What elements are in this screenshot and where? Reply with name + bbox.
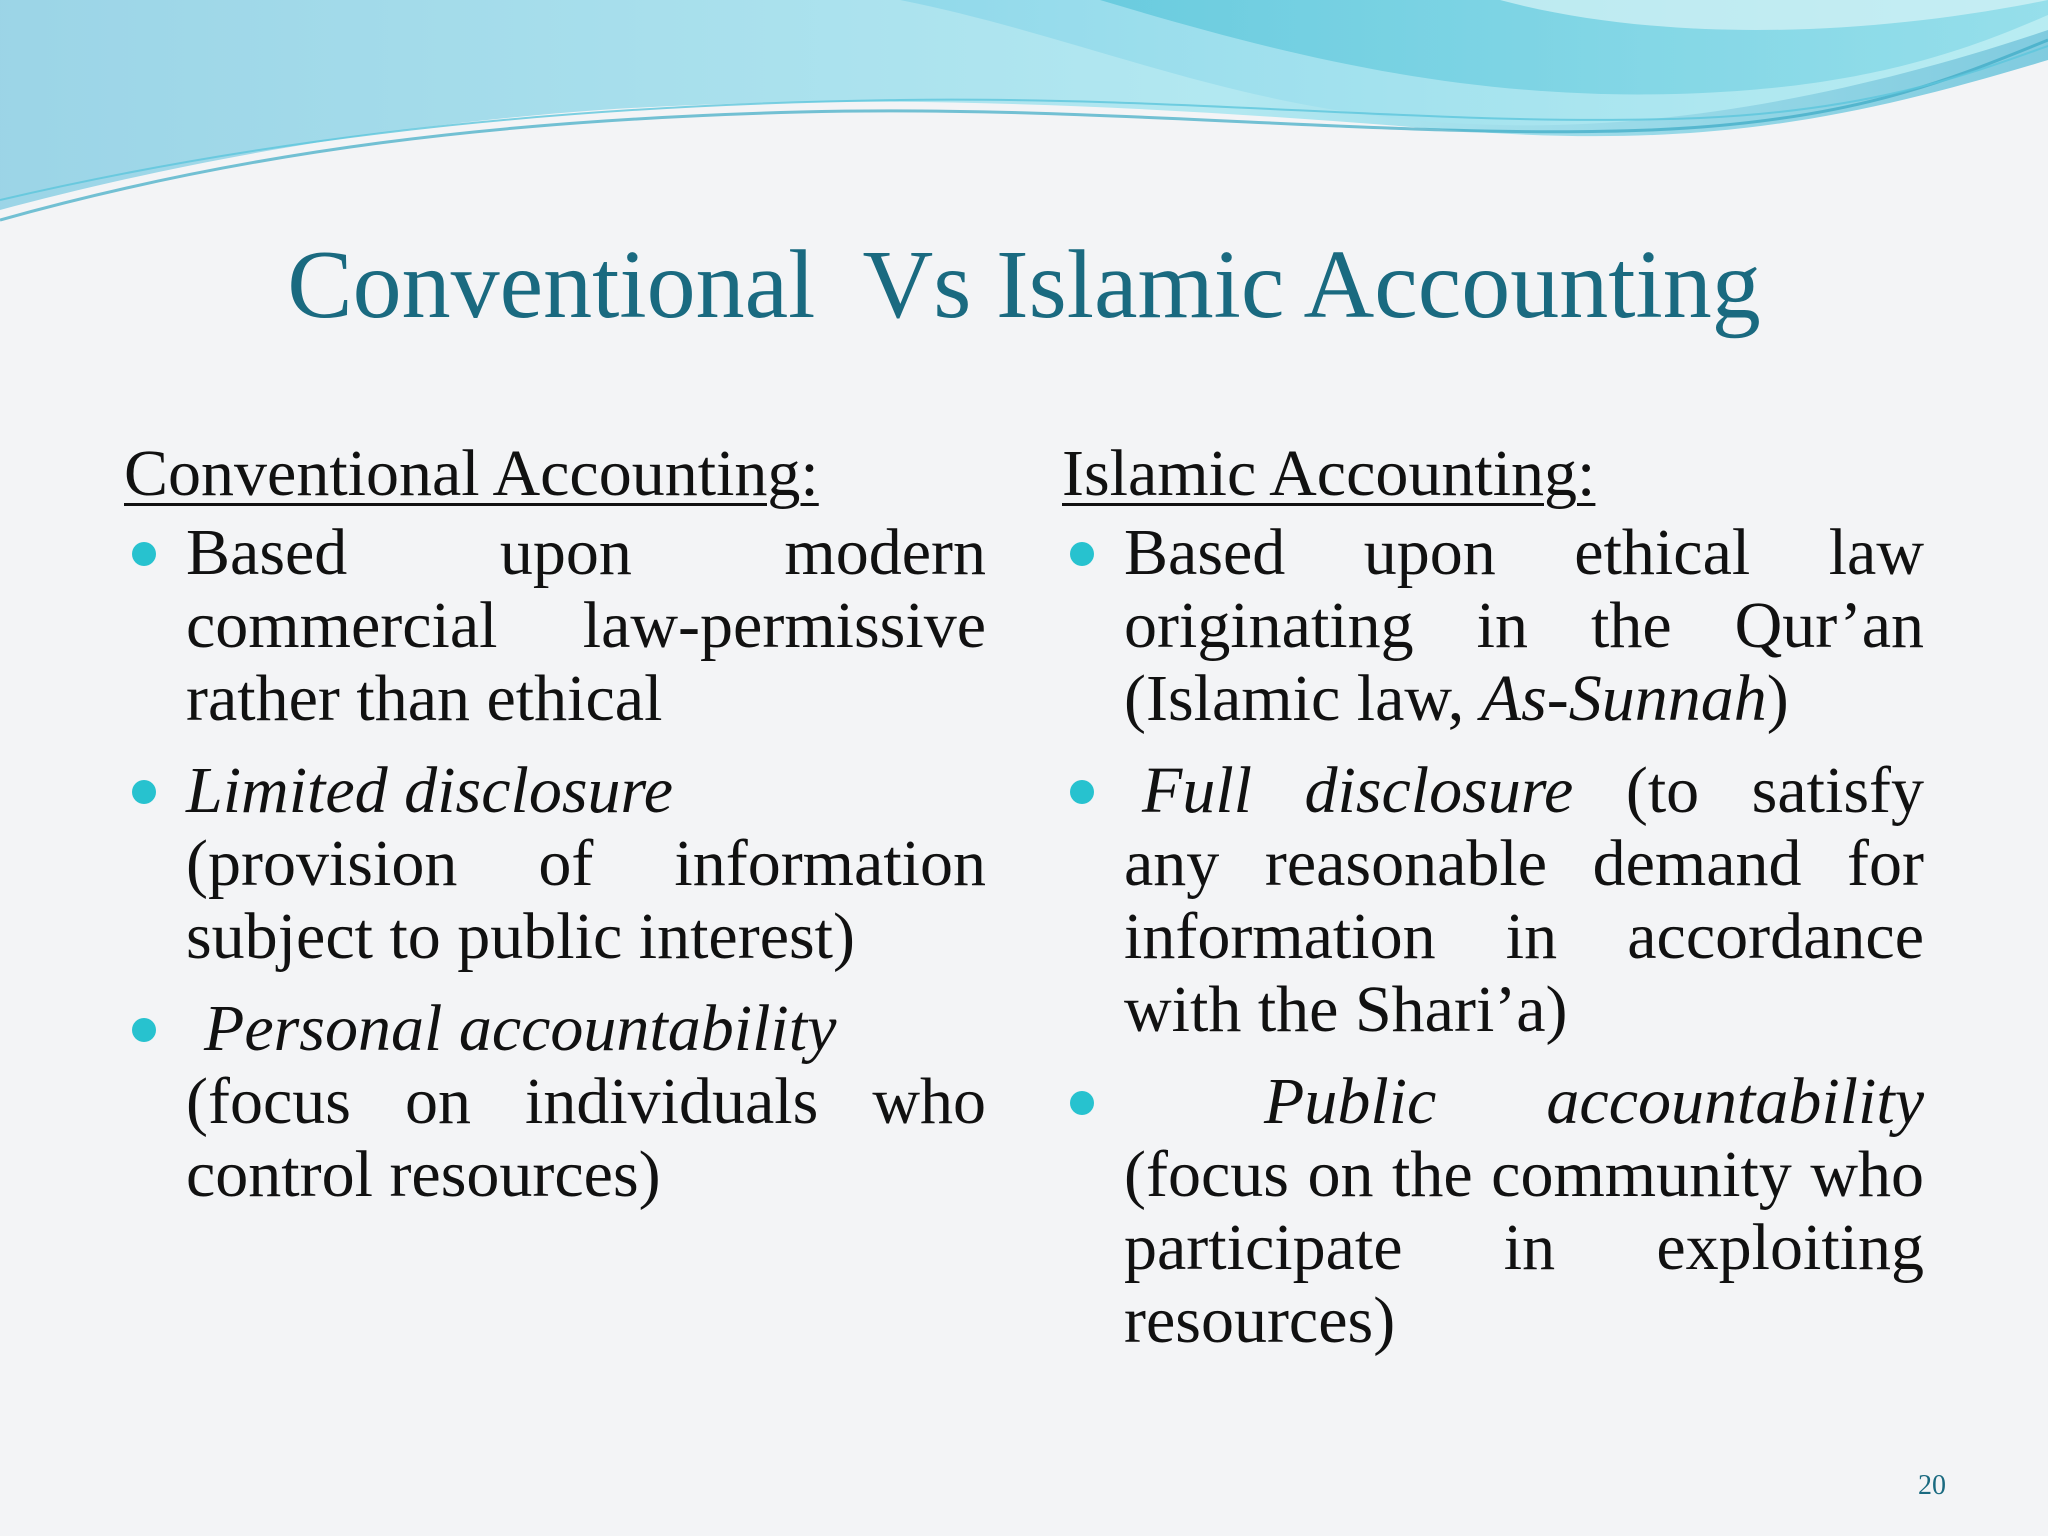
bullet-icon: [132, 542, 156, 566]
slide-title: Conventional Vs Islamic Accounting: [287, 231, 1761, 339]
conventional-bullet-2: [124, 754, 986, 973]
islamic-bullet-list: [1062, 516, 1924, 1357]
bullet-emphasis: Full disclosure: [1142, 754, 1574, 827]
bullet-emphasis: Limited disclosure: [186, 754, 674, 827]
islamic-bullet-3: [1062, 1065, 1924, 1357]
bullet-text: (focus on the community who participate in exploiting resources): [1124, 1138, 1924, 1357]
bullet-icon: [132, 1018, 156, 1042]
islamic-heading: Islamic Accounting:: [1062, 437, 1596, 510]
bullet-text: (to satisfy any reasonable demand for information in accordance with the Shari’a): [1124, 754, 1924, 1046]
bullet-emphasis: As-Sunnah: [1480, 662, 1767, 735]
conventional-column: [124, 436, 986, 1230]
bullet-text-end: ): [1766, 662, 1789, 735]
bullet-text: Based upon modern commercial law-permissive rather than ethical: [186, 516, 986, 735]
bullet-icon: [132, 780, 156, 804]
bullet-text: (provision of information subject to public interest): [186, 827, 986, 973]
decorative-wave-header: [0, 0, 2048, 240]
islamic-bullet-2: [1062, 754, 1924, 1046]
bullet-text: (focus on individuals who control resources): [186, 1065, 986, 1211]
bullet-emphasis: Personal accountability: [204, 992, 837, 1065]
islamic-bullet-1: [1062, 516, 1924, 735]
conventional-heading: Conventional Accounting:: [124, 437, 819, 510]
bullet-emphasis: Public accountability: [1264, 1065, 1924, 1138]
bullet-icon: [1070, 1091, 1094, 1115]
bullet-text: Based upon ethical law originating in the Qur’an (Islamic law,: [1124, 516, 1924, 735]
conventional-bullet-list: [124, 516, 986, 1211]
bullet-icon: [1070, 542, 1094, 566]
page-number: 20: [1918, 1470, 1946, 1501]
conventional-bullet-1: [124, 516, 986, 735]
islamic-column: [1062, 436, 1924, 1376]
bullet-icon: [1070, 780, 1094, 804]
conventional-bullet-3: [124, 992, 986, 1211]
